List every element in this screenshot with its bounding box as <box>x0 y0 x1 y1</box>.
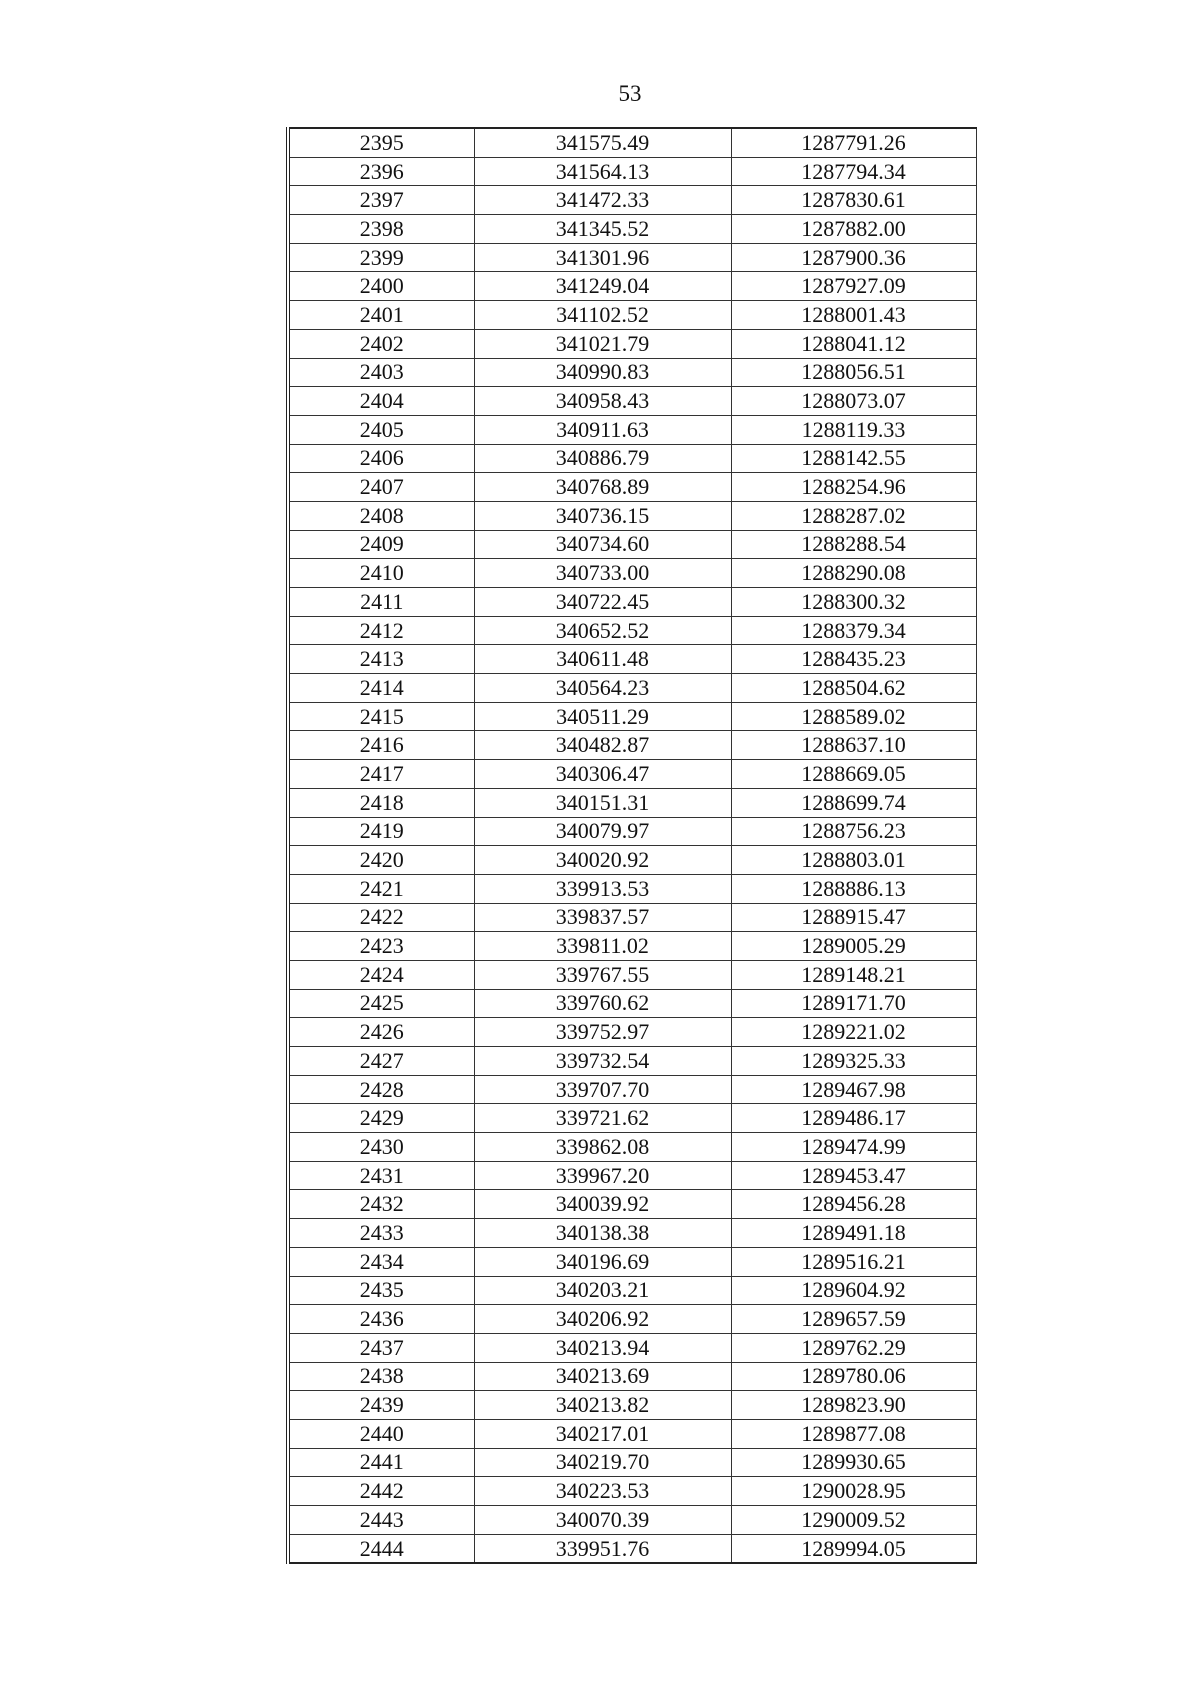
y-coordinate-cell: 1288001.43 <box>731 301 976 330</box>
point-number-cell: 2396 <box>288 157 474 186</box>
point-number-cell: 2419 <box>288 817 474 846</box>
table-row <box>288 1047 976 1076</box>
x-coordinate-cell: 341249.04 <box>474 272 731 301</box>
point-number-cell: 2404 <box>288 387 474 416</box>
point-number-cell: 2408 <box>288 501 474 530</box>
point-number-cell: 2444 <box>288 1534 474 1563</box>
table-row <box>288 415 976 444</box>
y-coordinate-cell: 1287830.61 <box>731 186 976 215</box>
y-coordinate-cell: 1289005.29 <box>731 932 976 961</box>
table-row <box>288 1305 976 1334</box>
point-number-cell: 2407 <box>288 473 474 502</box>
y-coordinate-cell: 1288290.08 <box>731 559 976 588</box>
y-coordinate-cell: 1288504.62 <box>731 674 976 703</box>
table-row <box>288 846 976 875</box>
table-row <box>288 1333 976 1362</box>
y-coordinate-cell: 1287882.00 <box>731 215 976 244</box>
point-number-cell: 2416 <box>288 731 474 760</box>
table-row <box>288 301 976 330</box>
point-number-cell: 2436 <box>288 1305 474 1334</box>
table-row <box>288 387 976 416</box>
point-number-cell: 2428 <box>288 1075 474 1104</box>
table-row <box>288 272 976 301</box>
x-coordinate-cell: 339752.97 <box>474 1018 731 1047</box>
y-coordinate-cell: 1290009.52 <box>731 1506 976 1535</box>
x-coordinate-cell: 340768.89 <box>474 473 731 502</box>
table-row <box>288 817 976 846</box>
table-row <box>288 1219 976 1248</box>
point-number-cell: 2421 <box>288 874 474 903</box>
x-coordinate-cell: 340079.97 <box>474 817 731 846</box>
x-coordinate-cell: 340217.01 <box>474 1419 731 1448</box>
y-coordinate-cell: 1288379.34 <box>731 616 976 645</box>
x-coordinate-cell: 339760.62 <box>474 989 731 1018</box>
y-coordinate-cell: 1289823.90 <box>731 1391 976 1420</box>
y-coordinate-cell: 1288589.02 <box>731 702 976 731</box>
table-body <box>288 128 976 1563</box>
table-row <box>288 989 976 1018</box>
y-coordinate-cell: 1287900.36 <box>731 243 976 272</box>
table-row <box>288 1362 976 1391</box>
x-coordinate-cell: 341301.96 <box>474 243 731 272</box>
table-row <box>288 157 976 186</box>
y-coordinate-cell: 1288300.32 <box>731 588 976 617</box>
table-row <box>288 1534 976 1563</box>
point-number-cell: 2400 <box>288 272 474 301</box>
x-coordinate-cell: 340306.47 <box>474 760 731 789</box>
x-coordinate-cell: 340223.53 <box>474 1477 731 1506</box>
point-number-cell: 2427 <box>288 1047 474 1076</box>
x-coordinate-cell: 340482.87 <box>474 731 731 760</box>
y-coordinate-cell: 1288756.23 <box>731 817 976 846</box>
point-number-cell: 2411 <box>288 588 474 617</box>
page-number: 53 <box>618 81 642 106</box>
y-coordinate-cell: 1288142.55 <box>731 444 976 473</box>
point-number-cell: 2418 <box>288 788 474 817</box>
point-number-cell: 2402 <box>288 329 474 358</box>
point-number-cell: 2425 <box>288 989 474 1018</box>
x-coordinate-cell: 340138.38 <box>474 1219 731 1248</box>
y-coordinate-cell: 1287791.26 <box>731 128 976 157</box>
x-coordinate-cell: 340213.94 <box>474 1333 731 1362</box>
x-coordinate-cell: 340886.79 <box>474 444 731 473</box>
point-number-cell: 2443 <box>288 1506 474 1535</box>
x-coordinate-cell: 340958.43 <box>474 387 731 416</box>
table-row <box>288 903 976 932</box>
point-number-cell: 2440 <box>288 1419 474 1448</box>
table-row <box>288 616 976 645</box>
y-coordinate-cell: 1288254.96 <box>731 473 976 502</box>
x-coordinate-cell: 340734.60 <box>474 530 731 559</box>
table-row <box>288 1506 976 1535</box>
table-row <box>288 329 976 358</box>
point-number-cell: 2398 <box>288 215 474 244</box>
x-coordinate-cell: 341345.52 <box>474 215 731 244</box>
x-coordinate-cell: 340736.15 <box>474 501 731 530</box>
x-coordinate-cell: 340070.39 <box>474 1506 731 1535</box>
y-coordinate-cell: 1288669.05 <box>731 760 976 789</box>
x-coordinate-cell: 341021.79 <box>474 329 731 358</box>
point-number-cell: 2403 <box>288 358 474 387</box>
y-coordinate-cell: 1287794.34 <box>731 157 976 186</box>
point-number-cell: 2410 <box>288 559 474 588</box>
table-row <box>288 559 976 588</box>
y-coordinate-cell: 1289171.70 <box>731 989 976 1018</box>
table-row <box>288 960 976 989</box>
y-coordinate-cell: 1288803.01 <box>731 846 976 875</box>
x-coordinate-cell: 339967.20 <box>474 1161 731 1190</box>
table-row <box>288 874 976 903</box>
x-coordinate-cell: 339837.57 <box>474 903 731 932</box>
point-number-cell: 2399 <box>288 243 474 272</box>
x-coordinate-cell: 340911.63 <box>474 415 731 444</box>
y-coordinate-cell: 1289877.08 <box>731 1419 976 1448</box>
y-coordinate-cell: 1289486.17 <box>731 1104 976 1133</box>
x-coordinate-cell: 339732.54 <box>474 1047 731 1076</box>
y-coordinate-cell: 1288637.10 <box>731 731 976 760</box>
y-coordinate-cell: 1288435.23 <box>731 645 976 674</box>
x-coordinate-cell: 340213.82 <box>474 1391 731 1420</box>
x-coordinate-cell: 339811.02 <box>474 932 731 961</box>
y-coordinate-cell: 1288699.74 <box>731 788 976 817</box>
point-number-cell: 2395 <box>288 128 474 157</box>
y-coordinate-cell: 1289221.02 <box>731 1018 976 1047</box>
point-number-cell: 2420 <box>288 846 474 875</box>
y-coordinate-cell: 1289780.06 <box>731 1362 976 1391</box>
point-number-cell: 2435 <box>288 1276 474 1305</box>
y-coordinate-cell: 1288915.47 <box>731 903 976 932</box>
table-row <box>288 1190 976 1219</box>
table-row <box>288 473 976 502</box>
x-coordinate-cell: 339862.08 <box>474 1133 731 1162</box>
y-coordinate-cell: 1289516.21 <box>731 1247 976 1276</box>
point-number-cell: 2429 <box>288 1104 474 1133</box>
x-coordinate-cell: 340151.31 <box>474 788 731 817</box>
y-coordinate-cell: 1289762.29 <box>731 1333 976 1362</box>
table-row <box>288 1104 976 1133</box>
y-coordinate-cell: 1289930.65 <box>731 1448 976 1477</box>
point-number-cell: 2405 <box>288 415 474 444</box>
y-coordinate-cell: 1289148.21 <box>731 960 976 989</box>
table-row <box>288 1477 976 1506</box>
table-row <box>288 1448 976 1477</box>
x-coordinate-cell: 340611.48 <box>474 645 731 674</box>
table-row <box>288 215 976 244</box>
point-number-cell: 2417 <box>288 760 474 789</box>
x-coordinate-cell: 340196.69 <box>474 1247 731 1276</box>
point-number-cell: 2423 <box>288 932 474 961</box>
x-coordinate-cell: 339913.53 <box>474 874 731 903</box>
table-row <box>288 788 976 817</box>
point-number-cell: 2426 <box>288 1018 474 1047</box>
y-coordinate-cell: 1289491.18 <box>731 1219 976 1248</box>
x-coordinate-cell: 341575.49 <box>474 128 731 157</box>
y-coordinate-cell: 1289994.05 <box>731 1534 976 1563</box>
x-coordinate-cell: 340990.83 <box>474 358 731 387</box>
y-coordinate-cell: 1288073.07 <box>731 387 976 416</box>
table-row <box>288 1276 976 1305</box>
y-coordinate-cell: 1287927.09 <box>731 272 976 301</box>
point-number-cell: 2441 <box>288 1448 474 1477</box>
point-number-cell: 2439 <box>288 1391 474 1420</box>
table-row <box>288 501 976 530</box>
table-row <box>288 1419 976 1448</box>
x-coordinate-cell: 340020.92 <box>474 846 731 875</box>
table-row <box>288 1161 976 1190</box>
x-coordinate-cell: 339951.76 <box>474 1534 731 1563</box>
table-row <box>288 444 976 473</box>
y-coordinate-cell: 1288119.33 <box>731 415 976 444</box>
table-row <box>288 1247 976 1276</box>
point-number-cell: 2424 <box>288 960 474 989</box>
point-number-cell: 2442 <box>288 1477 474 1506</box>
x-coordinate-cell: 341564.13 <box>474 157 731 186</box>
point-number-cell: 2431 <box>288 1161 474 1190</box>
table-row <box>288 243 976 272</box>
table-row <box>288 186 976 215</box>
x-coordinate-cell: 339721.62 <box>474 1104 731 1133</box>
x-coordinate-cell: 340564.23 <box>474 674 731 703</box>
coordinates-table <box>286 127 977 1564</box>
x-coordinate-cell: 340652.52 <box>474 616 731 645</box>
y-coordinate-cell: 1288041.12 <box>731 329 976 358</box>
x-coordinate-cell: 339767.55 <box>474 960 731 989</box>
y-coordinate-cell: 1289657.59 <box>731 1305 976 1334</box>
table-row <box>288 530 976 559</box>
table-row <box>288 358 976 387</box>
point-number-cell: 2422 <box>288 903 474 932</box>
point-number-cell: 2409 <box>288 530 474 559</box>
table-row <box>288 1075 976 1104</box>
x-coordinate-cell: 340203.21 <box>474 1276 731 1305</box>
table-row <box>288 731 976 760</box>
x-coordinate-cell: 340213.69 <box>474 1362 731 1391</box>
point-number-cell: 2433 <box>288 1219 474 1248</box>
table-row <box>288 645 976 674</box>
point-number-cell: 2406 <box>288 444 474 473</box>
x-coordinate-cell: 341102.52 <box>474 301 731 330</box>
y-coordinate-cell: 1289453.47 <box>731 1161 976 1190</box>
point-number-cell: 2415 <box>288 702 474 731</box>
x-coordinate-cell: 340039.92 <box>474 1190 731 1219</box>
y-coordinate-cell: 1290028.95 <box>731 1477 976 1506</box>
x-coordinate-cell: 340733.00 <box>474 559 731 588</box>
table-row <box>288 1391 976 1420</box>
point-number-cell: 2437 <box>288 1333 474 1362</box>
x-coordinate-cell: 340206.92 <box>474 1305 731 1334</box>
y-coordinate-cell: 1288886.13 <box>731 874 976 903</box>
table-row <box>288 128 976 157</box>
table-row <box>288 674 976 703</box>
y-coordinate-cell: 1289474.99 <box>731 1133 976 1162</box>
y-coordinate-cell: 1289467.98 <box>731 1075 976 1104</box>
x-coordinate-cell: 340511.29 <box>474 702 731 731</box>
point-number-cell: 2430 <box>288 1133 474 1162</box>
x-coordinate-cell: 339707.70 <box>474 1075 731 1104</box>
point-number-cell: 2432 <box>288 1190 474 1219</box>
y-coordinate-cell: 1288056.51 <box>731 358 976 387</box>
y-coordinate-cell: 1289604.92 <box>731 1276 976 1305</box>
point-number-cell: 2434 <box>288 1247 474 1276</box>
point-number-cell: 2414 <box>288 674 474 703</box>
point-number-cell: 2438 <box>288 1362 474 1391</box>
y-coordinate-cell: 1288287.02 <box>731 501 976 530</box>
table-row <box>288 932 976 961</box>
y-coordinate-cell: 1289456.28 <box>731 1190 976 1219</box>
y-coordinate-cell: 1289325.33 <box>731 1047 976 1076</box>
table-row <box>288 1018 976 1047</box>
table-row <box>288 702 976 731</box>
point-number-cell: 2401 <box>288 301 474 330</box>
point-number-cell: 2413 <box>288 645 474 674</box>
point-number-cell: 2397 <box>288 186 474 215</box>
table-row <box>288 1133 976 1162</box>
point-number-cell: 2412 <box>288 616 474 645</box>
y-coordinate-cell: 1288288.54 <box>731 530 976 559</box>
x-coordinate-cell: 341472.33 <box>474 186 731 215</box>
table-row <box>288 588 976 617</box>
x-coordinate-cell: 340722.45 <box>474 588 731 617</box>
x-coordinate-cell: 340219.70 <box>474 1448 731 1477</box>
table-row <box>288 760 976 789</box>
